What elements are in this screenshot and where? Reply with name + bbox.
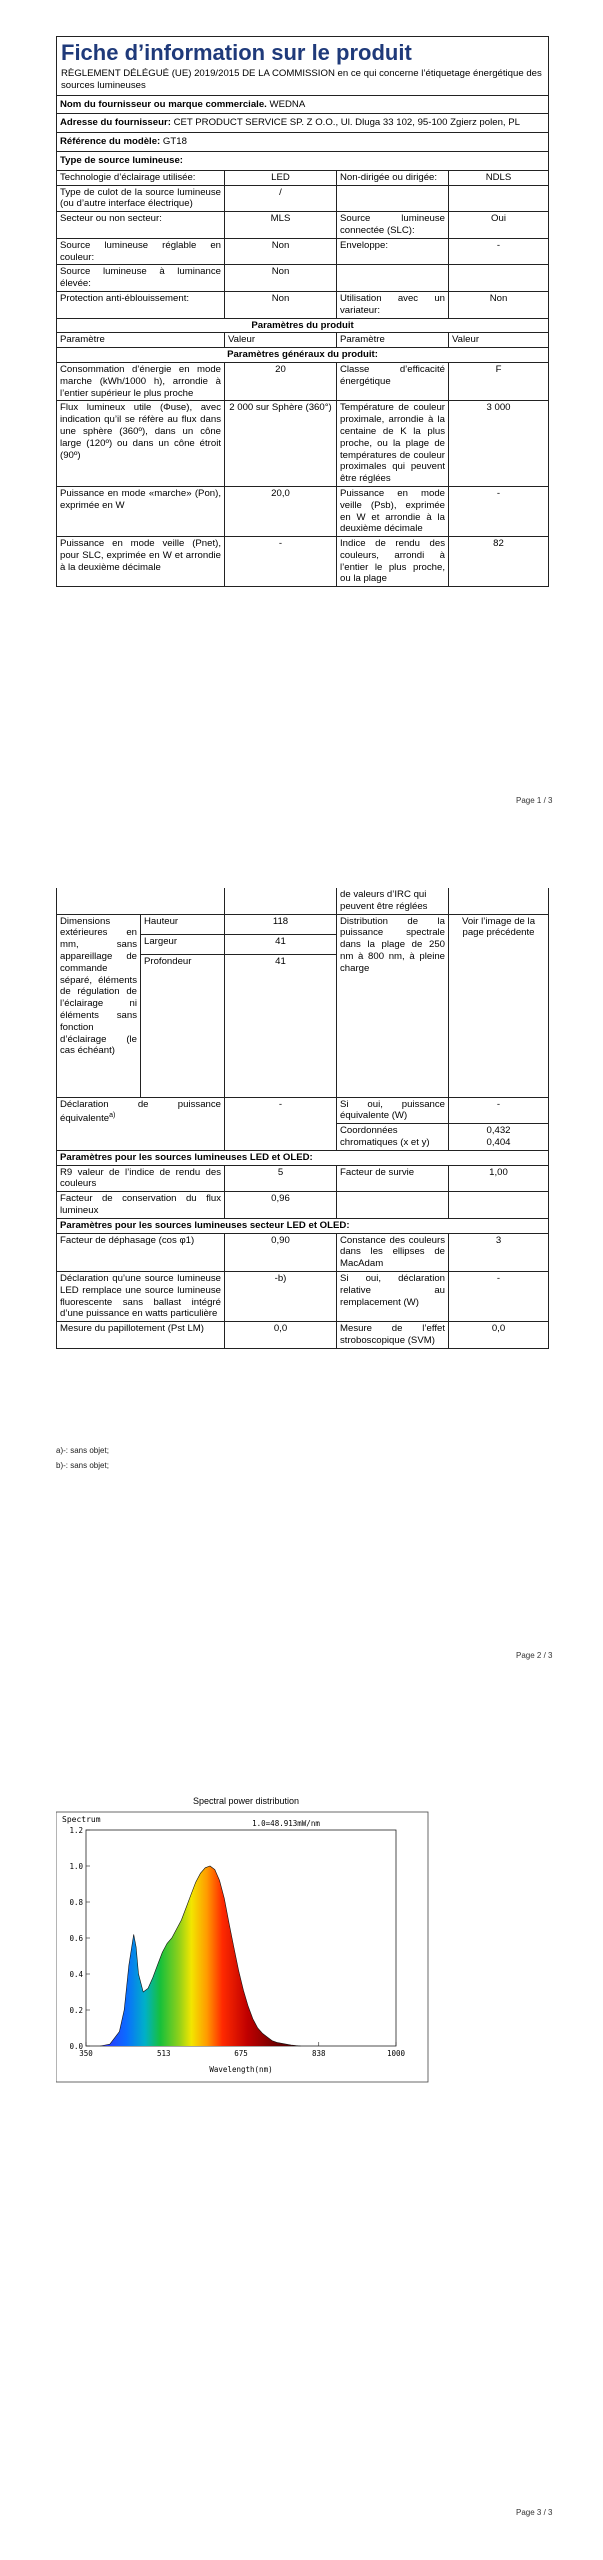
param-label: Classe d’efficacité énergétique — [337, 362, 449, 400]
param-value: 20,0 — [225, 486, 337, 536]
param-label: Source lumineuse à luminance élevée: — [57, 265, 225, 292]
chart-annotation: 1.0=48.913mW/nm — [252, 1819, 320, 1828]
page-1 — [56, 36, 548, 587]
spectral-chart — [56, 1792, 436, 2097]
equiv-label-text: Déclaration de puissance équivalente — [60, 1098, 221, 1125]
page-title: Fiche d’information sur le produit — [61, 40, 412, 65]
x-tick-label: 1000 — [386, 2049, 406, 2058]
param-value: NDLS — [449, 170, 549, 185]
param-value: - — [225, 537, 337, 587]
params-header: Paramètres du produit — [57, 318, 549, 333]
param-label: Non-dirigée ou dirigée: — [337, 170, 449, 185]
dim-value-width: 41 — [225, 934, 337, 954]
col-header-value: Valeur — [449, 333, 549, 348]
dimensions-row — [57, 914, 549, 934]
param-value: Non — [449, 291, 549, 318]
table-row — [57, 1271, 549, 1321]
param-value: 82 — [449, 537, 549, 587]
table-row — [57, 185, 549, 212]
param-value: Non — [225, 265, 337, 292]
param-label: Type de culot de la source lumineuse (ou d’autre interface électrique) — [57, 185, 225, 212]
param-value: F — [449, 362, 549, 400]
param-label: Puissance en mode veille (Pnet), pour SLC, exprimée en W et arrondie à la deuxième décimale — [57, 537, 225, 587]
page-2 — [56, 888, 548, 1349]
param-value: -b) — [225, 1271, 337, 1321]
param-label — [337, 265, 449, 292]
dim-name-depth: Profondeur — [141, 954, 225, 1097]
param-label: Flux lumineux utile (Φuse), avec indication qu’il se réfère au flux dans une sphère (360º), dans un cône large (120º) ou dans un cône étroit (90º) — [57, 401, 225, 487]
param-value: 20 — [225, 362, 337, 400]
table-row — [57, 265, 549, 292]
general-header: Paramètres généraux du produit: — [57, 348, 549, 363]
address-row — [57, 114, 549, 133]
param-value: LED — [225, 170, 337, 185]
param-label — [337, 1192, 449, 1219]
address-label: Adresse du fournisseur: — [60, 117, 171, 129]
chroma-y: 0,404 — [486, 1136, 511, 1148]
param-label: Consommation d’énergie en mode marche (kWh/1000 h), arrondie à l’entier supérieur le plus proche — [57, 362, 225, 400]
param-label: Indice de rendu des couleurs, arrondi à l’entier le plus proche, ou la plage — [337, 537, 449, 587]
table-row — [57, 212, 549, 239]
param-label: Déclaration qu’une source lumineuse LED remplace une source lumineuse fluorescente sans ballast intégré d’une puissance en watts particulière — [57, 1271, 225, 1321]
table-row — [57, 537, 549, 587]
param-label: Source lumineuse réglable en couleur: — [57, 238, 225, 265]
dimensions-label: Dimensions extérieures en mm, sans appareillage de commande séparé, éléments de régulation de l’éclairage ni éléments sans fonction d’éclairage (le cas échéant) — [57, 914, 141, 1097]
param-value: 1,00 — [449, 1165, 549, 1192]
param-label: R9 valeur de l’indice de rendu des couleurs — [57, 1165, 225, 1192]
address-value: CET PRODUCT SERVICE SP. Z O.O., Ul. Dluga 33 102, 95-100 Zgierz polen, PL — [173, 117, 520, 129]
chroma-label: Coordonnées chromatiques (x et y) — [337, 1124, 449, 1151]
table-row — [57, 486, 549, 536]
irc-continuation: de valeurs d’IRC qui peuvent être réglées — [337, 888, 449, 914]
param-label: Température de couleur proximale, arrondie à la centaine de K la plus proche, ou la plage de températures de couleur proximales qui peuvent être réglées — [337, 401, 449, 487]
param-value: 0,0 — [449, 1322, 549, 1349]
supplier-label: Nom du fournisseur ou marque commerciale. — [60, 98, 267, 110]
model-row — [57, 133, 549, 152]
param-value: - — [449, 1271, 549, 1321]
table-row — [57, 291, 549, 318]
table-row — [57, 401, 549, 487]
product-info-table-page1 — [56, 36, 549, 587]
param-label: Mesure du papillotement (Pst LM) — [57, 1322, 225, 1349]
param-value: 3 — [449, 1233, 549, 1271]
y-tick-label: 1.2 — [69, 1826, 83, 1835]
param-label: Technologie d’éclairage utilisée: — [57, 170, 225, 185]
model-value: GT18 — [162, 136, 187, 148]
footnote-a: a)-: sans objet; — [56, 1446, 109, 1455]
param-value: Non — [225, 291, 337, 318]
equiv-w-value: - — [449, 1097, 549, 1124]
param-label: Constance des couleurs dans les ellipses de MacAdam — [337, 1233, 449, 1271]
table-row — [57, 170, 549, 185]
x-tick-label: 675 — [234, 2049, 248, 2058]
param-label: Enveloppe: — [337, 238, 449, 265]
table-row — [57, 1322, 549, 1349]
param-value: 5 — [225, 1165, 337, 1192]
param-label: Protection anti-éblouissement: — [57, 291, 225, 318]
x-tick-label: 350 — [79, 2049, 93, 2058]
regulation-text: RÈGLEMENT DÉLÉGUÉ (UE) 2019/2015 DE LA COMMISSION en ce qui concerne l’étiquetage énergétique des sources lumineuses — [61, 68, 542, 91]
table-row — [57, 1233, 549, 1271]
page-number: Page 2 / 3 — [516, 1651, 553, 1660]
x-axis-label: Wavelength(nm) — [209, 2065, 273, 2074]
equiv-label — [57, 1097, 225, 1150]
param-label: Utilisation avec un variateur: — [337, 291, 449, 318]
y-tick-label: 0.4 — [69, 1970, 83, 1979]
table-row — [57, 238, 549, 265]
param-label — [337, 185, 449, 212]
table-row — [57, 1192, 549, 1219]
x-tick-label: 513 — [156, 2049, 171, 2058]
param-value: / — [225, 185, 337, 212]
param-value: 3 000 — [449, 401, 549, 487]
equiv-w-label: Si oui, puissance équivalente (W) — [337, 1097, 449, 1124]
param-label: Secteur ou non secteur: — [57, 212, 225, 239]
dim-name-height: Hauteur — [141, 914, 225, 934]
param-value — [449, 185, 549, 212]
supplier-row — [57, 95, 549, 114]
y-tick-label: 0.2 — [69, 2006, 83, 2015]
param-label: Mesure de l’effet stroboscopique (SVM) — [337, 1322, 449, 1349]
type-header: Type de source lumineuse: — [57, 151, 549, 170]
page-number: Page 3 / 3 — [516, 2508, 553, 2517]
param-value: 0,90 — [225, 1233, 337, 1271]
param-value: - — [449, 238, 549, 265]
param-value — [449, 1192, 549, 1219]
param-label: Source lumineuse connectée (SLC): — [337, 212, 449, 239]
param-label: Facteur de déphasage (cos φ1) — [57, 1233, 225, 1271]
param-value: 0,0 — [225, 1322, 337, 1349]
spd-value: Voir l’image de la page précédente — [449, 914, 549, 1097]
product-info-table-page2 — [56, 888, 549, 1349]
param-value: 0,96 — [225, 1192, 337, 1219]
param-label: Puissance en mode «marche» (Pon), exprimée en W — [57, 486, 225, 536]
chroma-x: 0,432 — [486, 1125, 511, 1137]
spd-label: Distribution de la puissance spectrale dans la plage de 250 nm à 800 nm, à pleine charge — [337, 914, 449, 1097]
table-row — [57, 1165, 549, 1192]
y-tick-label: 0.8 — [69, 1898, 83, 1907]
y-axis-label: Spectrum — [62, 1815, 101, 1824]
param-label: Facteur de survie — [337, 1165, 449, 1192]
dim-value-depth: 41 — [225, 954, 337, 1097]
table-row — [57, 1097, 549, 1124]
footnote-ref-a: a) — [109, 1112, 116, 1120]
led-header: Paramètres pour les sources lumineuses LED et OLED: — [57, 1150, 549, 1165]
y-tick-label: 0.0 — [69, 2042, 83, 2051]
param-value — [449, 265, 549, 292]
param-label: Facteur de conservation du flux lumineux — [57, 1192, 225, 1219]
footnote-b: b)-: sans objet; — [56, 1461, 109, 1470]
param-value: - — [449, 486, 549, 536]
param-label: Puissance en mode veille (Psb), exprimée en W et arrondie à la deuxième décimale — [337, 486, 449, 536]
param-label: Si oui, déclaration relative au remplacement (W) — [337, 1271, 449, 1321]
dim-name-width: Largeur — [141, 934, 225, 954]
param-value: 2 000 sur Sphère (360°) — [225, 401, 337, 487]
equiv-value: - — [225, 1097, 337, 1150]
param-value: Non — [225, 238, 337, 265]
col-header-value: Valeur — [225, 333, 337, 348]
param-value: MLS — [225, 212, 337, 239]
supplier-value: WEDNA — [269, 98, 306, 110]
y-tick-label: 1.0 — [69, 1862, 83, 1871]
table-row — [57, 888, 549, 914]
mains-header: Paramètres pour les sources lumineuses secteur LED et OLED: — [57, 1218, 549, 1233]
col-header-param: Paramètre — [337, 333, 449, 348]
x-tick-label: 838 — [311, 2049, 326, 2058]
table-row — [57, 362, 549, 400]
chroma-value — [449, 1124, 549, 1151]
column-header-row — [57, 333, 549, 348]
chart-title: Spectral power distribution — [192, 1796, 300, 1806]
col-header-param: Paramètre — [57, 333, 225, 348]
page-number: Page 1 / 3 — [516, 796, 553, 805]
model-label: Référence du modèle: — [60, 136, 161, 148]
dim-value-height: 118 — [225, 914, 337, 934]
param-value: Oui — [449, 212, 549, 239]
y-tick-label: 0.6 — [69, 1934, 83, 1943]
spectral-chart-svg — [56, 1792, 436, 2092]
